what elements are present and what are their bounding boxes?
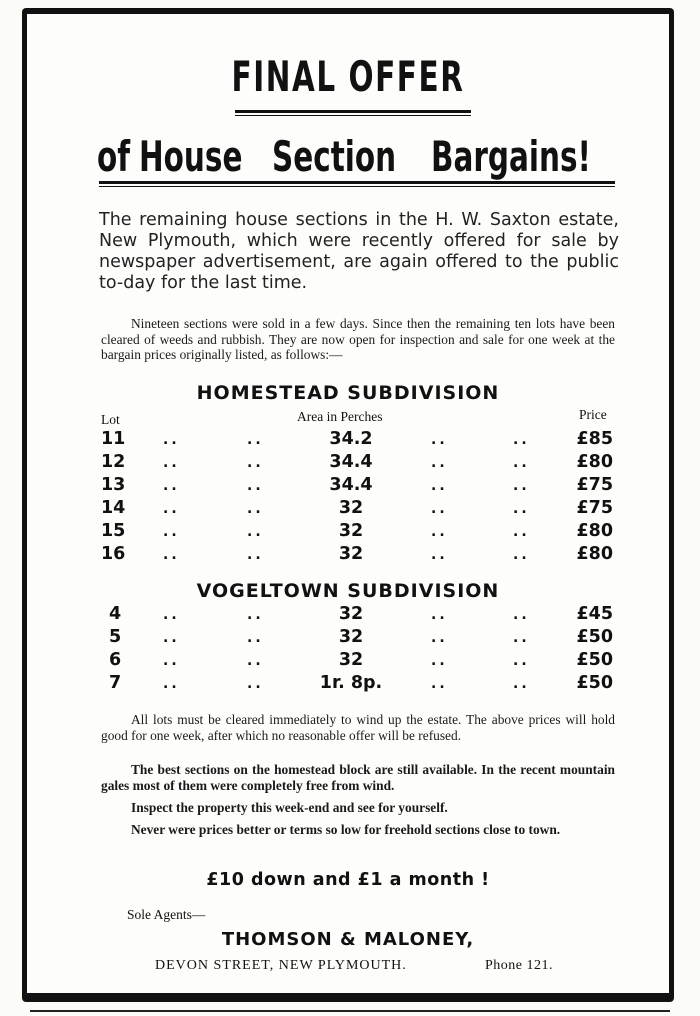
leader-dots: .. [431,676,448,692]
advertisement-frame [22,8,674,1002]
page-edge-line [30,1010,670,1012]
lot-number: 14 [101,498,126,518]
leader-dots: .. [513,478,530,494]
table-row [101,498,621,520]
vogeltown-heading: VOGELTOWN SUBDIVISION [196,580,500,602]
title: FINAL OFFER [231,52,465,101]
leader-dots: .. [163,653,180,669]
leader-dots: .. [163,432,180,448]
lot-area: 34.4 [329,475,373,495]
lot-number: 13 [101,475,126,495]
leader-dots: .. [431,653,448,669]
table-row [101,429,621,451]
lot-area: 34.4 [329,452,373,472]
leader-dots: .. [513,607,530,623]
lot-area: 34.2 [329,429,373,449]
inspect-paragraph: Inspect the property this week-end and see for yourself. [131,800,448,815]
headline-word: Bargains! [431,132,592,181]
leader-dots: .. [513,676,530,692]
lot-price: £80 [576,521,613,541]
leader-dots: .. [513,524,530,540]
table-row [101,544,621,566]
leader-dots: .. [513,547,530,563]
leader-dots: .. [247,547,264,563]
lot-number: 11 [101,429,126,449]
table-row [101,604,621,626]
leader-dots: .. [163,630,180,646]
prices-paragraph: Never were prices better or terms so low for freehold sections close to town. [131,822,561,837]
table-row [101,452,621,474]
leader-dots: .. [247,478,264,494]
lot-number: 6 [109,650,122,670]
title-rule [235,110,471,113]
lot-number: 5 [109,627,122,647]
leader-dots: .. [431,607,448,623]
leader-dots: .. [247,607,264,623]
leader-dots: .. [247,676,264,692]
lot-number: 7 [109,673,122,693]
area-column-header: Area in Perches [297,409,383,424]
lot-price: £50 [576,627,613,647]
leader-dots: .. [247,630,264,646]
leader-dots: .. [431,478,448,494]
table-row [101,673,621,695]
lot-price: £50 [576,673,613,693]
lot-area: 32 [338,498,364,518]
lot-price: £75 [576,498,613,518]
leader-dots: .. [247,455,264,471]
table-row [101,650,621,672]
leader-dots: .. [431,432,448,448]
agent-firm-name: THOMSON & MALONEY, [221,929,475,950]
lot-area: 32 [338,544,364,564]
clearance-paragraph: All lots must be cleared immediately to wind up the estate. The above prices will hold good for one week, after which no reasonable offer will be refused. [101,712,615,743]
leader-dots: .. [163,607,180,623]
leader-dots: .. [163,455,180,471]
agent-address: DEVON STREET, NEW PLYMOUTH. [155,958,407,973]
sole-agents-label: Sole Agents— [127,907,206,922]
leader-dots: .. [513,653,530,669]
lot-price: £80 [576,544,613,564]
lot-number: 16 [101,544,126,564]
leader-dots: .. [163,524,180,540]
leader-dots: .. [431,501,448,517]
description-paragraph: Nineteen sections were sold in a few days. Since then the remaining ten lots have been cleared of weeds and rubbish. They are now open for inspection and sale for one week at the bargain prices originally listed, as follows:— [101,316,615,362]
headline-word: of [97,132,131,181]
leader-dots: .. [513,455,530,471]
leader-dots: .. [431,630,448,646]
leader-dots: .. [247,524,264,540]
homestead-heading: HOMESTEAD SUBDIVISION [196,382,500,404]
lot-area: 32 [338,650,364,670]
leader-dots: .. [247,501,264,517]
headline [97,132,617,181]
lot-number: 15 [101,521,126,541]
intro-paragraph: The remaining house sections in the H. W. Saxton estate, New Plymouth, which were recently offered for sale by newspaper advertisement, are again offered to the public to-day for the last time. [99,210,619,293]
lot-column-header: Lot [101,412,120,427]
agent-phone: Phone 121. [485,958,553,973]
terms-offer: £10 down and £1 a month ! [206,870,490,890]
lot-area: 32 [338,627,364,647]
leader-dots: .. [431,547,448,563]
table-row [101,475,621,497]
lot-price: £85 [576,429,613,449]
lot-area: 32 [338,521,364,541]
lot-number: 4 [109,604,122,624]
lot-number: 12 [101,452,126,472]
leader-dots: .. [431,455,448,471]
headline-word: Section [272,132,397,181]
table-row [101,627,621,649]
leader-dots: .. [163,676,180,692]
lot-price: £75 [576,475,613,495]
leader-dots: .. [163,547,180,563]
leader-dots: .. [163,478,180,494]
leader-dots: .. [163,501,180,517]
lot-price: £45 [576,604,613,624]
headline-rule [99,181,615,184]
lot-price: £50 [576,650,613,670]
best-sections-paragraph: The best sections on the homestead block are still available. In the recent mountain gales most of them were completely free from wind. [101,762,615,793]
lot-area: 1r. 8p. [319,673,383,693]
price-column-header: Price [579,407,607,422]
leader-dots: .. [513,432,530,448]
leader-dots: .. [431,524,448,540]
title-rule-thin [235,115,471,116]
lot-price: £80 [576,452,613,472]
leader-dots: .. [247,653,264,669]
lot-area: 32 [338,604,364,624]
headline-word: House [139,132,243,181]
table-row [101,521,621,543]
leader-dots: .. [513,501,530,517]
leader-dots: .. [247,432,264,448]
headline-rule-thin [99,186,615,187]
leader-dots: .. [513,630,530,646]
